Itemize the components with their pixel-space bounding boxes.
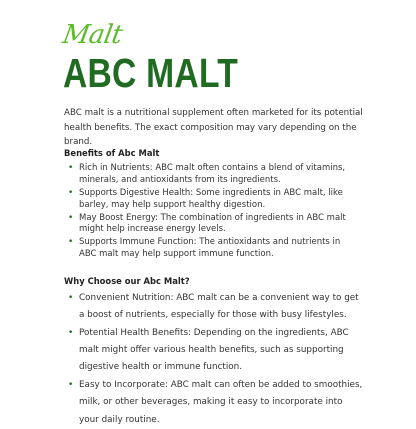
bullet-icon: • (68, 212, 74, 223)
benefits-list (68, 163, 358, 262)
list-item (68, 377, 364, 429)
list-item-text: Easy to Incorporate: ABC malt can often be added to smoothies, milk, or other beverages, making it easy to incorporate into your daily routine. (79, 380, 363, 425)
script-title: Malt (60, 20, 125, 50)
page-title: ABC MALT (63, 50, 239, 96)
list-item (68, 237, 358, 260)
why-heading: Why Choose our Abc Malt? (64, 276, 190, 286)
bullet-icon: • (68, 163, 74, 173)
bullet-icon: • (68, 328, 74, 338)
list-item (68, 325, 364, 377)
list-item-text: Supports Digestive Health: Some ingredients in ABC malt, like barley, may help support healthy digestion. (79, 187, 343, 210)
list-item (68, 213, 358, 236)
bullet-icon: • (68, 380, 74, 391)
list-item (68, 290, 364, 324)
list-item-text: Potential Health Benefits: Depending on the ingredients, ABC malt might offer various health benefits, such as supporting digestive health or immune function. (79, 328, 349, 373)
bullet-icon: • (68, 187, 74, 198)
list-item (68, 188, 358, 211)
list-item-text: Convenient Nutrition: ABC malt can be a convenient way to get a boost of nutrients, especially for those with busy lifestyles. (79, 293, 359, 321)
why-list (68, 290, 364, 429)
bullet-icon: • (68, 293, 74, 303)
benefits-heading: Benefits of Abc Malt (64, 148, 160, 158)
list-item-text: Rich in Nutrients: ABC malt often contains a blend of vitamins, minerals, and antioxidants from its ingredients. (79, 163, 346, 185)
bullet-icon: • (68, 237, 74, 248)
list-item (68, 163, 358, 186)
intro-paragraph: ABC malt is a nutritional supplement often marketed for its potential health benefits. The exact composition may vary depending on the brand. (64, 108, 363, 147)
list-item-text: Supports Immune Function: The antioxidants and nutrients in ABC malt may help support immune function. (79, 237, 341, 260)
list-item-text: May Boost Energy: The combination of ingredients in ABC malt might help increase energy levels. (79, 212, 346, 235)
